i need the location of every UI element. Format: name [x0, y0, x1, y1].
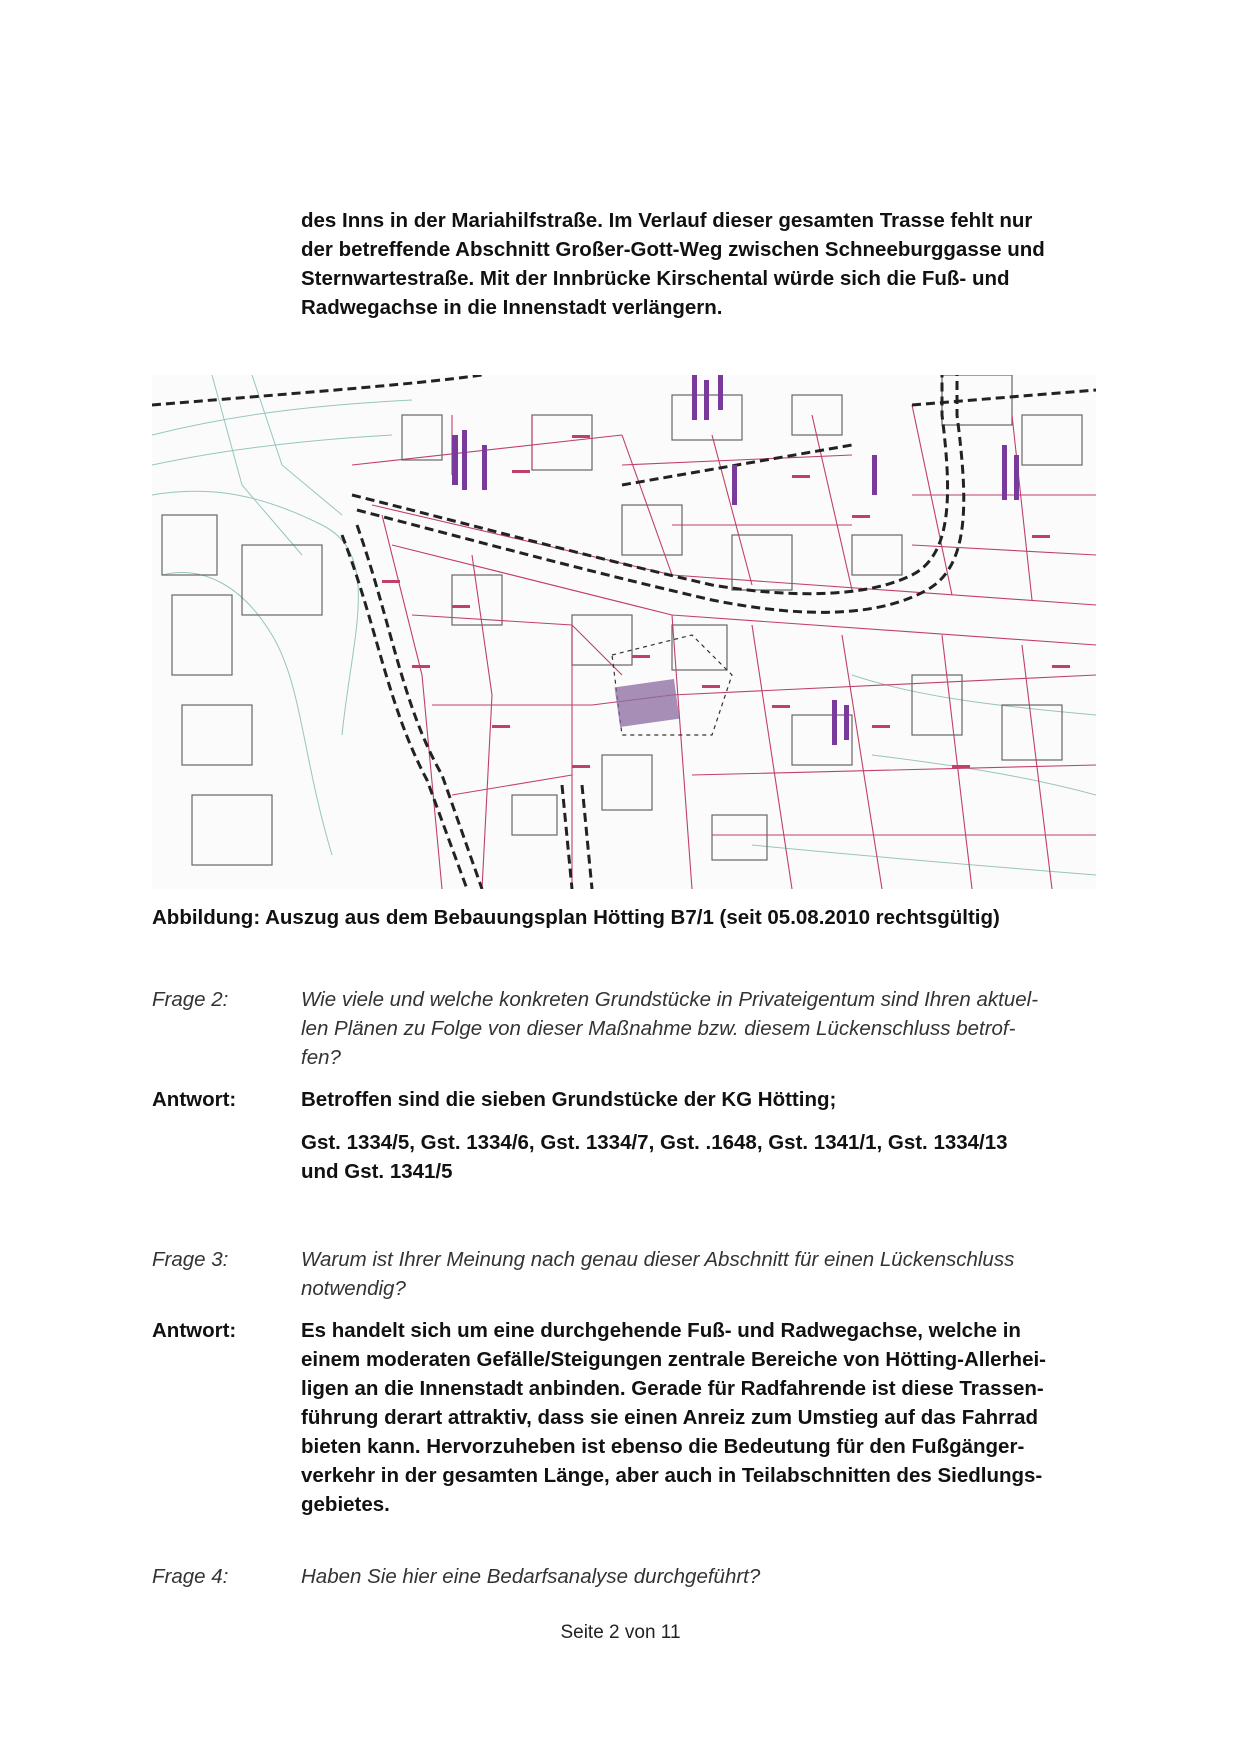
- question-line: fen?: [301, 1046, 341, 1069]
- answer-line: führung derart attraktiv, dass sie einen Anreiz zum Umstieg auf das Fahrrad: [301, 1406, 1039, 1429]
- highlighted-building: [615, 679, 680, 727]
- question-text: [301, 1562, 1141, 1591]
- question-label: Frage 3:: [152, 1248, 229, 1271]
- question-text: [301, 1245, 1141, 1303]
- answer-text: [301, 1316, 1141, 1519]
- answer-text: [301, 1085, 1141, 1114]
- answer-line: bieten kann. Hervorzuheben ist ebenso die Bedeutung für den Fußgänger-: [301, 1435, 1025, 1458]
- answer-line: Gst. 1334/5, Gst. 1334/6, Gst. 1334/7, Gst. .1648, Gst. 1341/1, Gst. 1334/13: [301, 1131, 1008, 1154]
- parcel-list: [301, 1128, 1141, 1186]
- answer-line: ligen an die Innenstadt anbinden. Gerade für Radfahrende ist diese Trassen-: [301, 1377, 1044, 1400]
- answer-line: einem moderaten Gefälle/Steigungen zentrale Bereiche von Hötting-Allerhei-: [301, 1348, 1046, 1371]
- answer-line: gebietes.: [301, 1493, 390, 1516]
- figure-caption: Abbildung: Auszug aus dem Bebauungsplan Hötting B7/1 (seit 05.08.2010 rechtsgültig): [152, 906, 1000, 929]
- intro-paragraph: [301, 206, 1151, 322]
- question-label: Frage 2:: [152, 988, 229, 1011]
- intro-line: Radwegachse in die Innenstadt verlängern.: [301, 296, 723, 319]
- answer-line: Betroffen sind die sieben Grundstücke der KG Hötting;: [301, 1088, 837, 1111]
- question-line: len Plänen zu Folge von dieser Maßnahme bzw. diesem Lückenschluss betrof-: [301, 1017, 1016, 1040]
- question-line: Warum ist Ihrer Meinung nach genau dieser Abschnitt für einen Lückenschluss: [301, 1248, 1015, 1271]
- map-drawing: [152, 375, 1096, 889]
- page-number: Seite 2 von 11: [560, 1622, 681, 1643]
- question-text: [301, 985, 1141, 1072]
- development-plan-map: [152, 375, 1096, 889]
- answer-line: und Gst. 1341/5: [301, 1160, 453, 1183]
- question-label: Frage 4:: [152, 1565, 229, 1588]
- answer-line: Es handelt sich um eine durchgehende Fuß- und Radwegachse, welche in: [301, 1319, 1021, 1342]
- answer-label: Antwort:: [152, 1088, 237, 1111]
- question-line: notwendig?: [301, 1277, 406, 1300]
- question-line: Haben Sie hier eine Bedarfsanalyse durchgeführt?: [301, 1565, 761, 1588]
- question-line: Wie viele und welche konkreten Grundstücke in Privateigentum sind Ihren aktuel-: [301, 988, 1039, 1011]
- answer-line: verkehr in der gesamten Länge, aber auch in Teilabschnitten des Siedlungs-: [301, 1464, 1043, 1487]
- intro-line: des Inns in der Mariahilfstraße. Im Verlauf dieser gesamten Trasse fehlt nur: [301, 209, 1033, 232]
- answer-label: Antwort:: [152, 1319, 237, 1342]
- intro-line: Sternwartestraße. Mit der Innbrücke Kirschental würde sich die Fuß- und: [301, 267, 1010, 290]
- intro-line: der betreffende Abschnitt Großer-Gott-Weg zwischen Schneeburggasse und: [301, 238, 1045, 261]
